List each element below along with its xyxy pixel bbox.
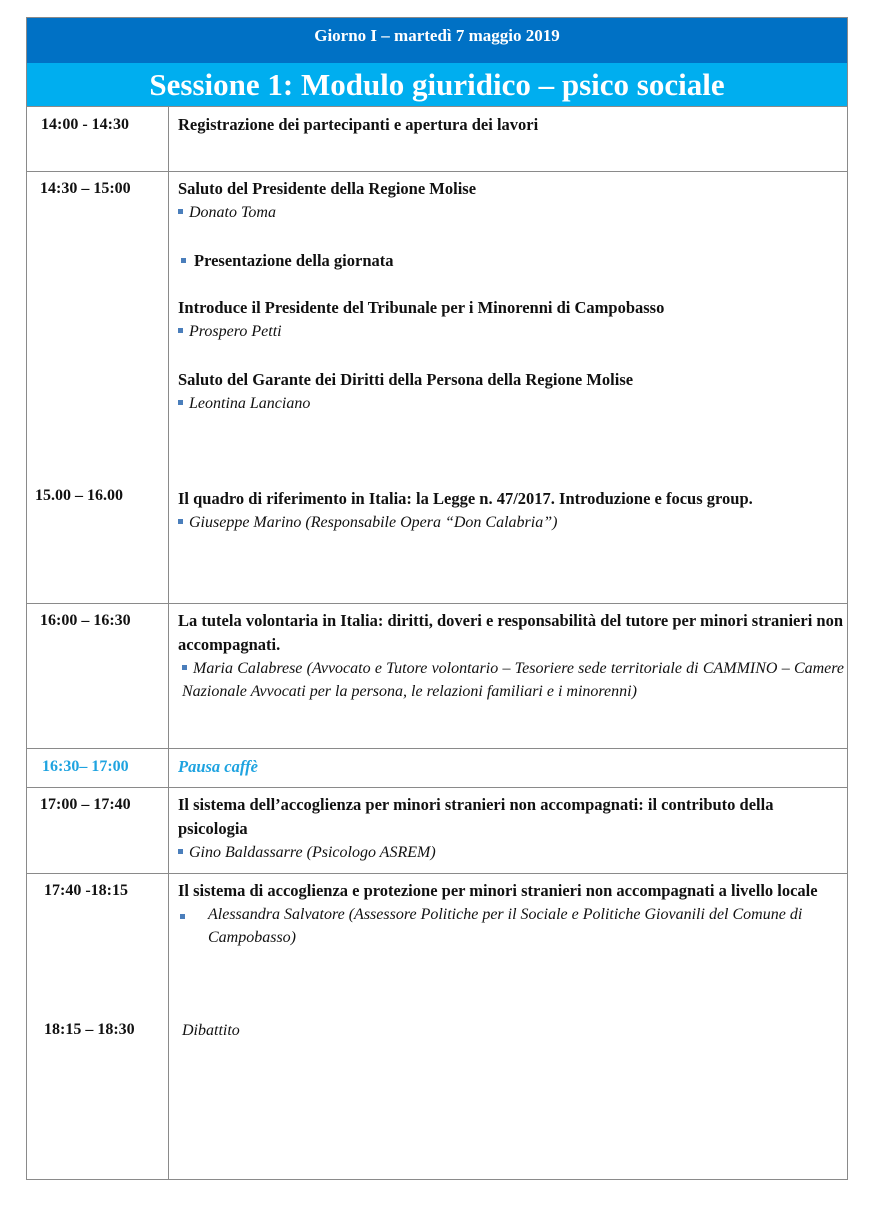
time-slot: 17:00 – 17:40 [40, 796, 131, 813]
session-item-title: Il sistema di accoglienza e protezione per minori stranieri non accompagnati a livello locale [178, 881, 818, 900]
programme-table [26, 17, 848, 1180]
speaker: Gino Baldassarre (Psicologo ASREM) [178, 841, 844, 864]
bullet-icon [181, 258, 186, 263]
session-item-title: La tutela volontaria in Italia: diritti, doveri e responsabilità del tutore per minori stranieri non accompagnati. [178, 611, 844, 654]
bullet-icon [178, 328, 183, 333]
speaker: Alessandra Salvatore (Assessore Politiche per il Sociale e Politiche Giovanili del Comune di Campobasso) [178, 903, 844, 949]
table-row [27, 106, 847, 171]
session-title: Sessione 1: Modulo giuridico – psico sociale [27, 63, 847, 106]
time-slot: 14:30 – 15:00 [40, 180, 131, 197]
bullet-icon [182, 665, 187, 670]
table-row [27, 873, 847, 1180]
time-slot: 16:30– 17:00 [42, 758, 129, 775]
speaker: Donato Toma [178, 201, 844, 224]
table-row [27, 787, 847, 873]
time-slot: 16:00 – 16:30 [40, 612, 131, 629]
speaker: Maria Calabrese (Avvocato e Tutore volontario – Tesoriere sede territoriale di CAMMINO – Camere Nazionale Avvocati per la persona, le relazioni familiari e i minorenni) [182, 660, 844, 700]
table-row [27, 171, 847, 603]
table-row [27, 603, 847, 748]
session-item-title: Il quadro di riferimento in Italia: la Legge n. 47/2017. Introduzione e focus group. [178, 489, 753, 508]
table-row [27, 748, 847, 787]
session-item-title: Introduce il Presidente del Tribunale per i Minorenni di Campobasso [178, 298, 665, 317]
bullet-icon [180, 914, 185, 919]
bullet-icon [178, 209, 183, 214]
speaker: Giuseppe Marino (Responsabile Opera “Don Calabria”) [178, 511, 844, 534]
session-item-title: Saluto del Presidente della Regione Molise [178, 179, 477, 198]
speaker: Leontina Lanciano [178, 392, 844, 415]
bullet-icon [178, 400, 183, 405]
session-item-title: Presentazione della giornata [178, 249, 844, 273]
day-header: Giorno I – martedì 7 maggio 2019 [27, 18, 847, 63]
break-label: Pausa caffè [178, 757, 258, 776]
session-item-title: Registrazione dei partecipanti e apertura dei lavori [178, 115, 539, 134]
time-slot: 17:40 -18:15 [44, 882, 128, 899]
bullet-icon [178, 519, 183, 524]
time-slot: 18:15 – 18:30 [44, 1021, 135, 1038]
time-slot: 14:00 - 14:30 [41, 116, 129, 133]
debate-label: Dibattito [182, 1022, 240, 1039]
speaker: Prospero Petti [178, 320, 844, 343]
time-slot: 15.00 – 16.00 [35, 487, 123, 504]
bullet-icon [178, 849, 183, 854]
session-item-title: Saluto del Garante dei Diritti della Persona della Regione Molise [178, 370, 634, 389]
session-item-title: Il sistema dell’accoglienza per minori stranieri non accompagnati: il contributo della psicologia [178, 795, 774, 838]
